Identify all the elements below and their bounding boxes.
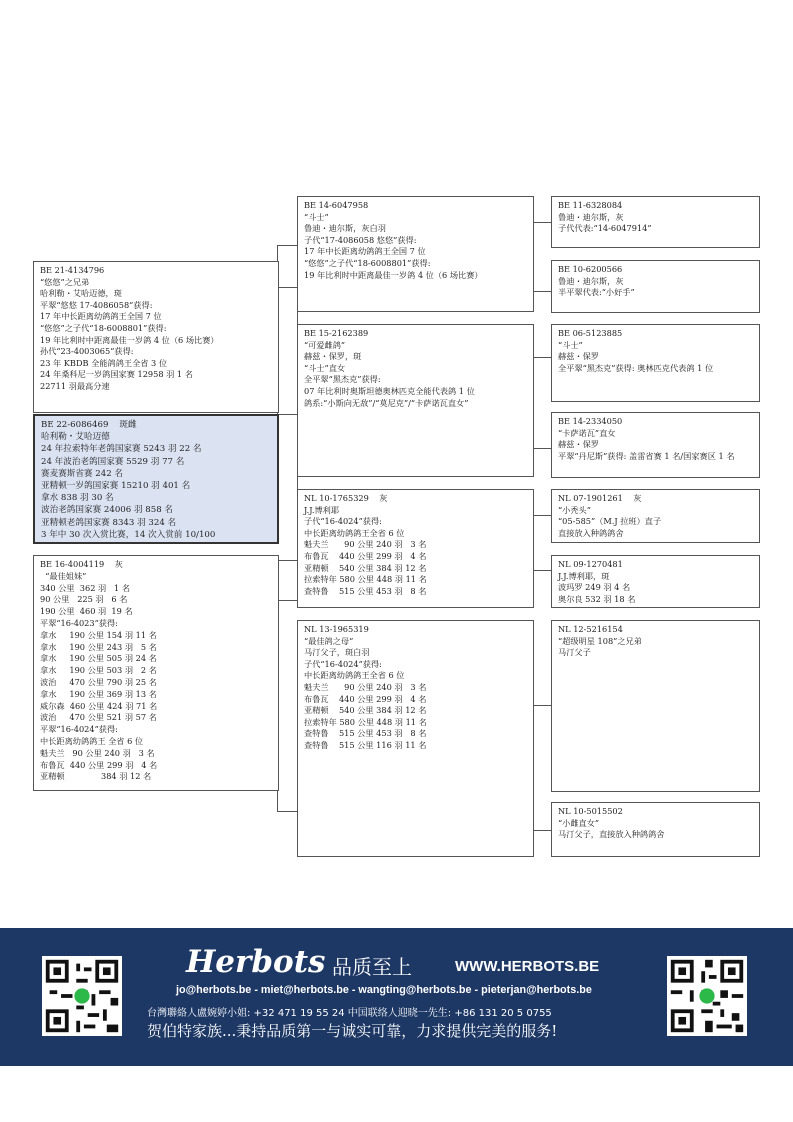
card-line: 340 公里 362 羽 1 名 <box>40 582 131 593</box>
card-line: 鲁迪・迪尔斯，灰白羽 <box>304 223 386 234</box>
card-line: 中长距离幼鸽鸽王全省 6 位 <box>304 670 405 681</box>
card-line: 布鲁瓦 440 公里 299 羽 4 名 <box>40 759 158 770</box>
card-line: 半平翠代表:“小好手” <box>558 287 635 298</box>
contact-phones: 台灣聯絡人盧婉婷小姐: +32 471 19 55 24 中国联络人迎晓一先生: +86 131 20 5 0755 <box>147 1008 552 1019</box>
qr-code-icon <box>42 956 122 1036</box>
pedigree-card-dam-sire-sire <box>551 489 760 543</box>
contact-emails[interactable]: jo@herbots.be - miet@herbots.be - wangting@herbots.be - pieterjan@herbots.be <box>176 984 592 996</box>
card-line: 查特鲁 515 公里 453 羽 8 名 <box>304 585 427 596</box>
card-line: 魁夫兰 90 公里 240 羽 3 名 <box>304 539 427 550</box>
card-line: “悠悠”之子代“18-6008801”获得: <box>40 322 167 333</box>
card-line: “最佳鸽之母” <box>304 635 354 646</box>
card-line: NL 07-1901261 灰 <box>558 493 642 503</box>
card-line: 波玛罗 249 羽 4 名 <box>558 582 631 593</box>
card-line: 布鲁瓦 440 公里 299 羽 4 名 <box>304 550 427 561</box>
card-line: 布鲁瓦 440 公里 299 羽 4 名 <box>304 693 427 704</box>
footer-tagline: 贺伯特家族...秉持品质第一与诚实可靠，力求提供完美的服务! <box>147 1022 558 1040</box>
pedigree-card-sire-sire-sire <box>551 196 760 248</box>
card-line: 平翠“悠悠 17-4086058”获得: <box>40 299 153 310</box>
card-line: 赫兹・保罗，斑 <box>304 351 362 362</box>
pedigree-card-dam-sire-dam <box>551 555 760 608</box>
pedigree-card-sire-sire <box>297 196 534 312</box>
card-line: “悠悠”之子代“18-6008801”获得: <box>304 257 431 268</box>
card-line: 24 年波治老鸽国家赛 5529 羽 77 名 <box>41 456 185 467</box>
card-line: 亚精顿 384 羽 12 名 <box>40 771 152 782</box>
card-line: BE 16-4004119 灰 <box>40 559 123 569</box>
card-line: 拿水 190 公里 154 羽 11 名 <box>40 629 157 640</box>
card-line: 波治 470 公里 790 羽 25 名 <box>40 676 157 687</box>
card-line: 19 年比利时中距离最佳一岁鸽 4 位（6 场比赛） <box>304 269 483 280</box>
card-line: 哈利勒・艾哈迈德，斑 <box>40 288 122 299</box>
pedigree-card-sire-dam-sire <box>551 324 760 402</box>
card-line: J.J.博利耶 <box>304 504 340 515</box>
card-line: 24 年桑科尼一岁鸽国家赛 12958 羽 1 名 <box>40 369 193 380</box>
card-line: 子代代表:“14-6047914” <box>558 223 652 234</box>
brand-logo: Herbots <box>186 944 326 980</box>
qr-code-left <box>42 956 122 1036</box>
card-line: BE 14-2334050 <box>558 416 623 426</box>
card-line: 90 公里 225 羽 6 名 <box>40 594 128 605</box>
card-line: 亚精顿 540 公里 384 羽 12 名 <box>304 562 427 573</box>
card-line: 平翠“16-4023”获得: <box>40 617 118 628</box>
card-line: 子代“16-4024”获得: <box>304 658 382 669</box>
card-line: 鸽系:“小斯向无敌”/“莫尼克”/“卡萨诺瓦直女” <box>304 397 469 408</box>
card-line: 魁夫兰 90 公里 240 羽 3 名 <box>304 681 427 692</box>
connector-dd-parents <box>533 705 552 831</box>
card-line: 亚精顿 540 公里 384 羽 12 名 <box>304 705 427 716</box>
card-line: 哈利勒・艾哈迈德 <box>41 432 110 443</box>
card-line: BE 14-6047958 <box>304 200 369 210</box>
card-line: “最佳姐妹” <box>40 570 87 581</box>
card-line: 23 年 KBDB 全能鸽鸽王全省 3 位 <box>40 357 168 368</box>
card-line: NL 09-1270481 <box>558 559 623 569</box>
connector-sd-parents <box>533 357 552 449</box>
card-line: “超级明星 108”之兄弟 <box>558 635 642 646</box>
card-line: 波治老鸽国家赛 24006 羽 858 名 <box>41 505 174 516</box>
card-line: 赫兹・保罗 <box>558 439 599 450</box>
card-line: BE 15-2162389 <box>304 328 369 338</box>
card-line: “小雌直女” <box>558 817 600 828</box>
card-line: 马汀父子，斑白羽 <box>304 647 370 658</box>
card-line: J.J.博利耶，斑 <box>558 570 610 581</box>
card-line: NL 13-1965319 <box>304 624 369 634</box>
card-line: 拿水 190 公里 503 羽 2 名 <box>40 665 157 676</box>
pedigree-card-sire <box>33 261 279 413</box>
card-line: 孙代“23-4003065”获得: <box>40 346 134 357</box>
pedigree-card-dam-dam-sire <box>551 620 760 792</box>
pedigree-card-dam-sire <box>297 489 534 608</box>
card-line: 奥尔良 532 羽 18 名 <box>558 593 636 604</box>
card-line: 全平翠“黑杰克”获得: 奥林匹克代表鸽 1 位 <box>558 362 714 373</box>
card-line: 平翠“丹尼斯”获得: 盖雷省赛 1 名/国家赛区 1 名 <box>558 450 735 461</box>
card-line: 拿水 190 公里 505 羽 24 名 <box>40 653 157 664</box>
card-line: 赫兹・保罗 <box>558 351 599 362</box>
card-line: 拉索特年 580 公里 448 羽 11 名 <box>304 574 427 585</box>
card-line: “斗士” <box>304 211 329 222</box>
card-line: 24 年拉索特年老鸽国家赛 5243 羽 22 名 <box>41 444 202 455</box>
card-line: 07 年比利时奥斯坦德奥林匹克全能代表鸽 1 位 <box>304 385 475 396</box>
connector-ds-parents <box>533 515 552 571</box>
connector-sire-grandparents <box>277 245 298 415</box>
card-line: “悠悠”之兄弟 <box>40 276 90 287</box>
pedigree-card-dam-dam <box>297 620 534 857</box>
card-line: 拉索特年 580 公里 448 羽 11 名 <box>304 716 427 727</box>
card-line: 鲁迪・迪尔斯，灰 <box>558 211 624 222</box>
card-line: 马汀父子 <box>558 647 591 658</box>
pedigree-card-sire-dam-dam <box>551 412 760 478</box>
card-line: 查特鲁 515 公里 116 羽 11 名 <box>304 739 427 750</box>
card-line: 子代“16-4024”获得: <box>304 516 382 527</box>
website-link[interactable]: WWW.HERBOTS.BE <box>455 958 600 975</box>
card-line: 马汀父子，直接放入种鸽鸽舍 <box>558 829 665 840</box>
card-line: “卡萨诺瓦”直女 <box>558 427 616 438</box>
card-line: 拿水 190 公里 369 羽 13 名 <box>40 688 157 699</box>
card-line: BE 11-6328084 <box>558 200 623 210</box>
card-line: “小秃头” <box>558 504 591 515</box>
card-line: “斗士” <box>558 339 583 350</box>
card-line: “斗士”直女 <box>304 362 346 373</box>
card-line: 亚精顿老鸽国家赛 8343 羽 324 名 <box>41 517 177 528</box>
card-line: 查特鲁 515 公里 453 羽 8 名 <box>304 728 427 739</box>
connector-ss-parents <box>533 222 552 292</box>
card-line: 22711 羽最高分速 <box>40 380 110 391</box>
card-line: 鲁迪・迪尔斯，灰 <box>558 275 624 286</box>
card-line: “可爱雌鸽” <box>304 339 346 350</box>
connector-dam-grandparents <box>277 560 298 812</box>
card-line: “05-585”（M.J 拉班）直子 <box>558 516 662 527</box>
qr-code-right <box>667 956 747 1036</box>
card-line: BE 21-4134796 <box>40 265 105 275</box>
card-line: 亚精顿一岁鸽国家赛 15210 羽 401 名 <box>41 481 191 492</box>
card-line: 波治 470 公里 521 羽 57 名 <box>40 712 157 723</box>
card-line: 拿水 838 羽 30 名 <box>41 493 114 504</box>
pedigree-card-sire-sire-dam <box>551 260 760 313</box>
card-line: 17 年中长距离幼鸽鸽王全国 7 位 <box>40 311 162 322</box>
card-line: NL 12-5216154 <box>558 624 623 634</box>
card-line: BE 10-6200566 <box>558 264 623 274</box>
card-line: 中长距离幼鸽鸽王 全省 6 位 <box>40 735 144 746</box>
card-line: 3 年中 30 次入赏比赛，14 次入赏前 10/100 <box>41 529 216 540</box>
pedigree-card-dam-dam-dam <box>551 802 760 857</box>
card-line: 直接放入种鸽鸽舍 <box>558 527 624 538</box>
card-line: BE 06-5123885 <box>558 328 623 338</box>
footer-banner <box>0 928 793 1066</box>
card-line: 190 公里 460 羽 19 名 <box>40 606 133 617</box>
card-line: NL 10-1765329 灰 <box>304 493 388 503</box>
card-line: 赛麦赛斯省赛 242 名 <box>41 468 124 479</box>
card-line: 全平翠“黑杰克”获得: <box>304 374 381 385</box>
card-line: BE 22-6086469 斑雌 <box>41 420 137 430</box>
card-line: 魁夫兰 90 公里 240 羽 3 名 <box>40 747 155 758</box>
card-line: 平翠“16-4024”获得: <box>40 724 118 735</box>
pedigree-card-dam <box>33 555 279 791</box>
brand-slogan: 品质至上 <box>332 955 412 979</box>
qr-code-icon <box>667 956 747 1036</box>
pedigree-card-subject <box>33 414 279 544</box>
card-line: 中长距离幼鸽鸽王全省 6 位 <box>304 527 405 538</box>
card-line: 19 年比利时中距离最佳一岁鸽 4 位（6 场比赛） <box>40 334 219 345</box>
pedigree-card-sire-dam <box>297 324 534 477</box>
card-line: 拿水 190 公里 243 羽 5 名 <box>40 641 157 652</box>
card-line: NL 10-5015502 <box>558 806 623 816</box>
card-line: 子代“17-4086058 悠悠”获得: <box>304 234 417 245</box>
card-line: 威尔森 460 公里 424 羽 71 名 <box>40 700 158 711</box>
card-line: 17 年中长距离幼鸽鸽王全国 7 位 <box>304 246 426 257</box>
